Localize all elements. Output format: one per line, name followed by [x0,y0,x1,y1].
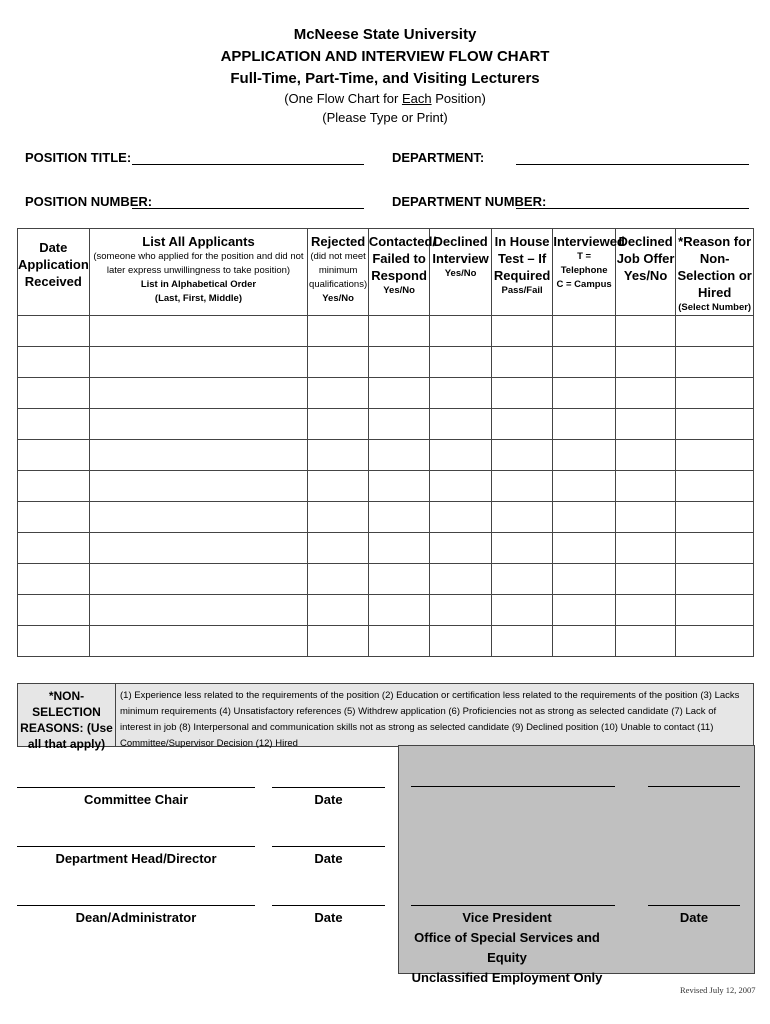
dean-signature-line[interactable] [17,905,255,906]
column-header-subtext: (Last, First, Middle) [154,293,243,304]
form-title: APPLICATION AND INTERVIEW FLOW CHART [220,48,550,65]
table-cell[interactable] [615,378,675,409]
vp-date-line-1[interactable] [648,786,740,787]
non-selection-reasons [17,683,754,751]
table-cell[interactable] [553,378,616,409]
table-cell[interactable] [89,347,308,378]
table-cell[interactable] [18,409,90,440]
vp-date-line[interactable] [648,905,740,906]
table-cell[interactable] [430,347,492,378]
table-cell[interactable] [308,626,368,657]
table-cell[interactable] [430,409,492,440]
table-cell[interactable] [89,626,308,657]
column-header-subtext: Yes/No [322,293,354,304]
table-cell[interactable] [18,626,90,657]
table-cell[interactable] [368,595,430,626]
revised-date: Revised July 12, 2007 [680,985,756,995]
column-header-title: Interviewed [553,234,625,249]
table-cell[interactable] [491,595,553,626]
table-cell[interactable] [18,378,90,409]
table-cell[interactable] [89,564,308,595]
department-number-field[interactable] [516,208,749,209]
table-cell[interactable] [553,595,616,626]
table-cell[interactable] [308,564,368,595]
table-cell[interactable] [491,409,553,440]
table-row [18,471,754,502]
vp-label: Vice President Office of Special Services and Equity Unclassified Employment Only [411,910,603,985]
table-cell[interactable] [676,471,754,502]
department-head-label: Department Head/Director [55,851,217,866]
table-cell[interactable] [368,316,430,347]
university-name: McNeese State University [293,26,477,43]
department-field[interactable] [516,164,749,165]
table-cell[interactable] [553,471,616,502]
column-header-title: In House Test – If Required [493,234,551,283]
non-selection-text: (1) Experience less related to the requirements of the position (2) Education or certification less related to the requirements of the position (3) Lacks minimum requirements (4) Unsatisfactory references (5) Withdrew application (6) Proficiencies not as strong as selected candidate (7) Lack of interest in job (8) Interpersonal and communication skills not as strong as selected candidate (9) Declined position (10) Unable to contact (11) Committee/Supervisor Decision (12) Hired [120,690,740,749]
table-cell[interactable] [89,316,308,347]
table-cell[interactable] [308,347,368,378]
column-header-subtext: Pass/Fail [501,285,543,296]
department-number-label: DEPARTMENT NUMBER: [392,194,547,209]
table-cell[interactable] [89,533,308,564]
table-cell[interactable] [368,564,430,595]
department-head-signature-line[interactable] [17,846,255,847]
column-header-subtext: Yes/No [444,268,477,279]
column-header-title: Declined Job Offer Yes/No [616,234,675,283]
table-cell[interactable] [491,316,553,347]
table-cell[interactable] [430,502,492,533]
table-cell[interactable] [553,533,616,564]
committee-chair-signature-line[interactable] [17,787,255,788]
position-number-field[interactable] [132,208,364,209]
table-row [18,347,754,378]
column-header-2 [89,229,308,316]
table-cell[interactable] [553,440,616,471]
table-cell[interactable] [89,440,308,471]
column-header-subtext: C = Campus [556,279,612,290]
form-note: (One Flow Chart for Each Position) [284,91,486,106]
column-header-subtext: Yes/No [383,285,415,296]
table-cell[interactable] [676,378,754,409]
table-cell[interactable] [491,347,553,378]
table-row [18,626,754,657]
table-cell[interactable] [615,595,675,626]
column-header-title: Contacted/ Failed to Respond [368,234,437,283]
table-cell[interactable] [368,502,430,533]
table-cell[interactable] [18,595,90,626]
table-cell[interactable] [308,378,368,409]
table-cell[interactable] [308,440,368,471]
column-header-1 [18,229,90,316]
table-cell[interactable] [676,316,754,347]
table-cell[interactable] [18,564,90,595]
table-cell[interactable] [491,533,553,564]
table-cell[interactable] [430,316,492,347]
committee-chair-label: Committee Chair [83,792,189,807]
column-header-9 [676,229,754,316]
table-cell[interactable] [615,316,675,347]
table-cell[interactable] [676,595,754,626]
table-cell[interactable] [615,533,675,564]
table-cell[interactable] [491,440,553,471]
table-cell[interactable] [615,626,675,657]
table-cell[interactable] [308,316,368,347]
column-header-8 [615,229,675,316]
table-cell[interactable] [430,595,492,626]
column-header-4 [368,229,437,316]
table-row [18,502,754,533]
vp-signature-line[interactable] [411,905,615,906]
dean-date-label: Date [314,910,343,925]
non-selection-label: *NON-SELECTION REASONS: (Use all that apply) [18,684,116,746]
table-cell[interactable] [676,502,754,533]
table-cell[interactable] [308,595,368,626]
table-cell[interactable] [553,347,616,378]
table-cell[interactable] [553,626,616,657]
table-row [18,533,754,564]
table-cell[interactable] [615,409,675,440]
table-cell[interactable] [368,533,430,564]
column-header-title: *Reason for Non-Selection or Hired [677,234,752,300]
table-cell[interactable] [368,409,430,440]
column-header-subtext: List in Alphabetical Order [140,279,257,290]
table-cell[interactable] [18,533,90,564]
applicant-flow-table [17,228,754,657]
table-cell[interactable] [491,471,553,502]
column-header-subtext: (did not meet minimum qualifications) [309,251,368,290]
table-cell[interactable] [430,440,492,471]
form-subtitle: Full-Time, Part-Time, and Visiting Lecturers [230,70,540,87]
table-cell[interactable] [491,626,553,657]
table-cell[interactable] [553,564,616,595]
table-cell[interactable] [430,471,492,502]
table-cell[interactable] [18,471,90,502]
table-cell[interactable] [430,378,492,409]
table-row [18,440,754,471]
committee-chair-date-label: Date [314,792,343,807]
table-cell[interactable] [368,347,430,378]
table-cell[interactable] [308,533,368,564]
column-header-7 [553,229,625,316]
column-header-title: Declined Interview [432,234,489,266]
column-header-3 [308,229,368,316]
table-cell[interactable] [430,564,492,595]
column-header-6 [491,229,553,316]
committee-chair-date-line[interactable] [272,787,385,788]
department-head-date-label: Date [314,851,343,866]
position-title-label: POSITION TITLE: [25,150,132,165]
vp-signature-line-1[interactable] [411,786,615,787]
table-cell[interactable] [368,440,430,471]
table-cell[interactable] [491,502,553,533]
table-cell[interactable] [368,471,430,502]
table-cell[interactable] [615,440,675,471]
table-cell[interactable] [368,378,430,409]
department-label: DEPARTMENT: [392,150,485,165]
dean-date-line[interactable] [272,905,385,906]
table-cell[interactable] [368,626,430,657]
table-cell[interactable] [676,626,754,657]
table-cell[interactable] [308,502,368,533]
table-cell[interactable] [553,316,616,347]
table-row [18,409,754,440]
table-cell[interactable] [430,533,492,564]
table-cell[interactable] [308,471,368,502]
table-cell[interactable] [676,533,754,564]
table-cell[interactable] [18,502,90,533]
table-cell[interactable] [308,409,368,440]
table-cell[interactable] [89,378,308,409]
table-header-row [18,229,754,316]
table-cell[interactable] [615,347,675,378]
table-cell[interactable] [676,409,754,440]
column-header-subtext: (someone who applied for the position and did not later express unwillingness to take position) [93,251,304,276]
column-header-subtext: (Select Number) [678,302,752,313]
table-cell[interactable] [89,409,308,440]
position-number-label: POSITION NUMBER: [25,194,153,209]
table-cell[interactable] [553,409,616,440]
column-header-5 [430,229,492,316]
position-title-field[interactable] [132,164,364,165]
table-body [18,316,754,657]
table-cell[interactable] [676,347,754,378]
table-cell[interactable] [553,502,616,533]
table-row [18,316,754,347]
table-cell[interactable] [430,626,492,657]
column-header-subtext: T = Telephone [560,251,608,276]
table-cell[interactable] [18,347,90,378]
table-cell[interactable] [615,564,675,595]
department-head-date-line[interactable] [272,846,385,847]
vp-date-label: Date [679,910,709,925]
table-cell[interactable] [491,378,553,409]
column-header-title: List All Applicants [142,234,255,249]
table-row [18,595,754,626]
table-cell[interactable] [18,316,90,347]
table-row [18,378,754,409]
table-row [18,564,754,595]
form-instruction: (Please Type or Print) [322,110,448,125]
dean-label: Dean/Administrator [75,910,197,925]
table-cell[interactable] [89,471,308,502]
table-cell[interactable] [615,471,675,502]
table-cell[interactable] [18,440,90,471]
table-cell[interactable] [676,440,754,471]
table-cell[interactable] [491,564,553,595]
column-header-title: Rejected [311,234,366,249]
table-cell[interactable] [676,564,754,595]
table-cell[interactable] [89,502,308,533]
table-cell[interactable] [89,595,308,626]
table-cell[interactable] [615,502,675,533]
column-header-title: Date Application Received [18,240,89,289]
